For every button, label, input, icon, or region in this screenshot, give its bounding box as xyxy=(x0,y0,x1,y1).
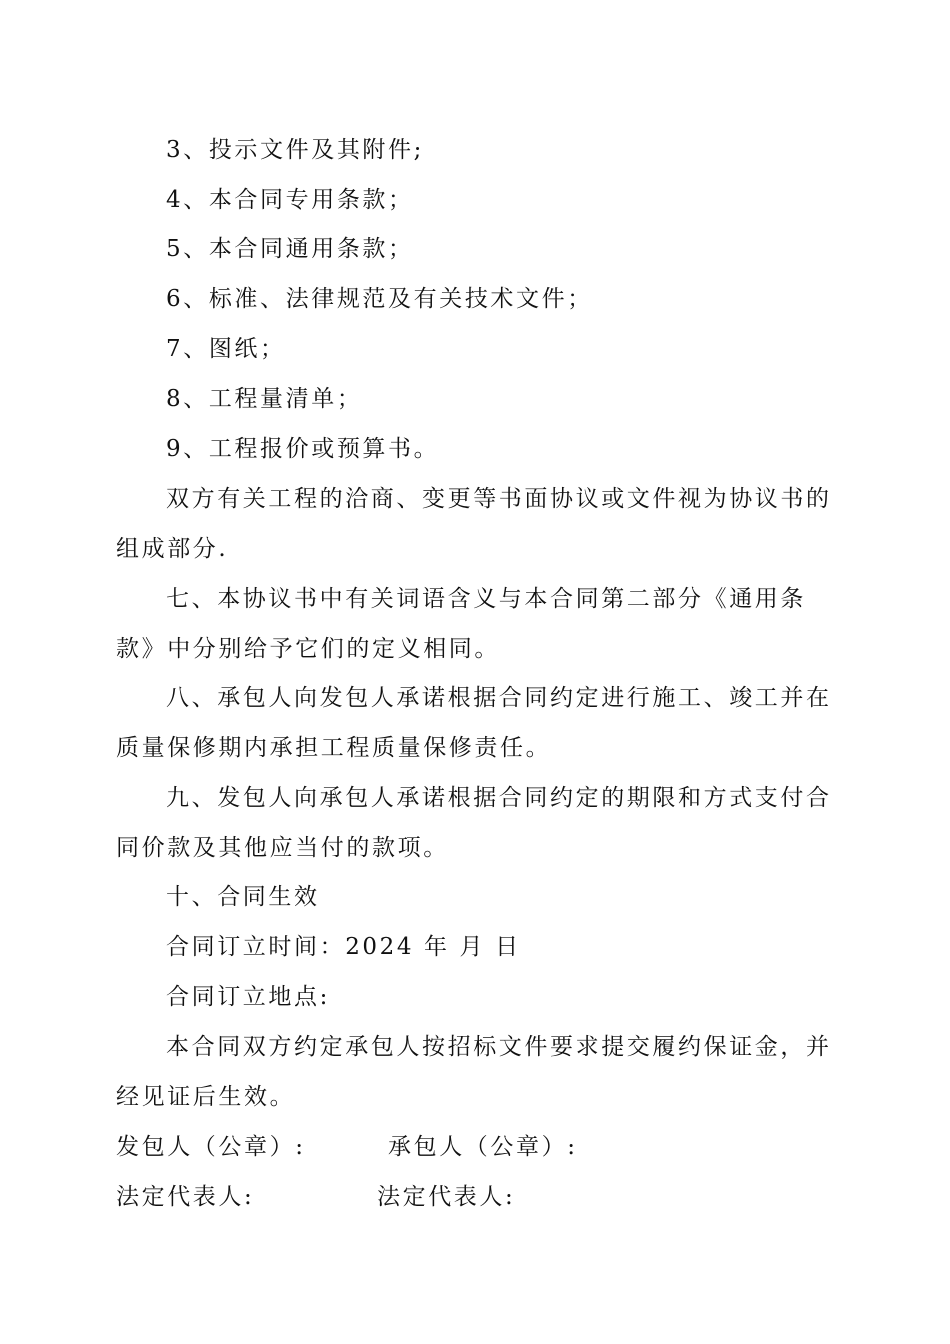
contractor-seal-label: 承包人（公章）: xyxy=(388,1134,578,1160)
list-item: 3、投示文件及其附件; xyxy=(166,137,424,163)
clause-9-line: 同价款及其他应当付的款项。 xyxy=(116,835,449,861)
clause-8-line: 八、承包人向发包人承诺根据合同约定进行施工、竣工并在 xyxy=(166,685,832,711)
paragraph-line: 组成部分. xyxy=(116,536,229,562)
employer-rep-label: 法定代表人: xyxy=(116,1184,255,1210)
contractor-rep-label: 法定代表人: xyxy=(377,1184,516,1210)
paragraph-line: 双方有关工程的洽商、变更等书面协议或文件视为协议书的 xyxy=(166,486,832,512)
list-item: 8、工程量清单； xyxy=(166,386,363,412)
clause-7-line: 七、本协议书中有关词语含义与本合同第二部分《通用条 xyxy=(166,586,806,612)
list-item: 5、本合同通用条款； xyxy=(166,236,414,262)
effect-line: 经见证后生效。 xyxy=(116,1084,296,1110)
clause-10-heading: 十、合同生效 xyxy=(166,884,320,910)
clause-7-line: 款》中分别给予它们的定义相同。 xyxy=(116,636,500,662)
employer-seal-label: 发包人（公章）: xyxy=(116,1134,306,1160)
clause-9-line: 九、发包人向承包人承诺根据合同约定的期限和方式支付合 xyxy=(166,785,832,811)
effect-line: 本合同双方约定承包人按招标文件要求提交履约保证金，并 xyxy=(166,1034,832,1060)
list-item: 9、工程报价或预算书。 xyxy=(166,436,440,462)
list-item: 7、图纸； xyxy=(166,336,286,362)
list-item: 4、本合同专用条款； xyxy=(166,187,414,213)
sign-time: 合同订立时间：2024 年 月 日 xyxy=(166,934,521,960)
list-item: 6、标准、法律规范及有关技术文件； xyxy=(166,286,593,312)
sign-place: 合同订立地点: xyxy=(166,984,330,1010)
clause-8-line: 质量保修期内承担工程质量保修责任。 xyxy=(116,735,552,761)
